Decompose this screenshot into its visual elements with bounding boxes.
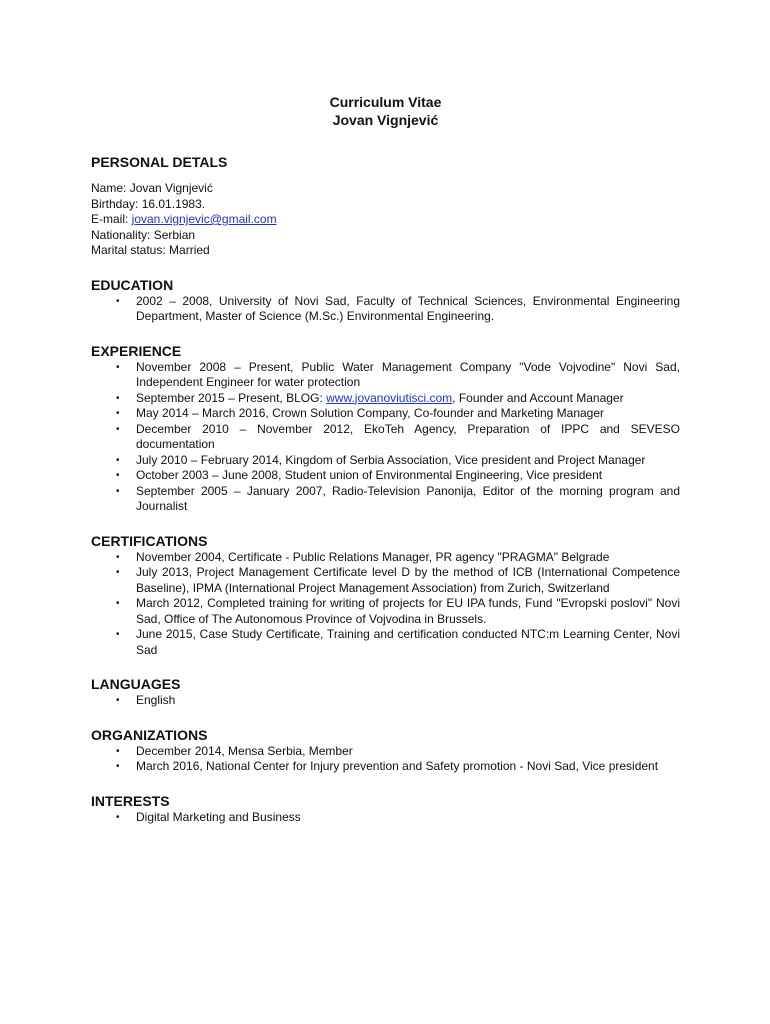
list-item: • July 2010 – February 2014, Kingdom of Serbia Association, Vice president and Project Manager — [116, 452, 646, 467]
email-link[interactable]: jovan.vignjevic@gmail.com — [131, 212, 277, 226]
bullet-icon: • — [116, 695, 120, 706]
detail-marital-status: Marital status: Married — [91, 243, 210, 257]
document-title: Curriculum Vitae — [329, 94, 442, 110]
detail-nationality: Nationality: Serbian — [91, 227, 196, 242]
bullet-icon: • — [116, 551, 120, 563]
bullet-icon: • — [116, 361, 120, 373]
list-item: • October 2003 – June 2008, Student union of Environmental Engineering, Vice president — [116, 468, 603, 482]
list-item: • September 2015 – Present, BLOG: www.jovanoviutisci.com, Founder and Account Manager — [116, 390, 624, 405]
education-list — [91, 294, 680, 325]
blog-link[interactable]: www.jovanoviutisci.com — [326, 390, 453, 405]
bullet-icon: • — [116, 811, 120, 823]
detail-name: Name: Jovan Vignjević — [91, 181, 213, 195]
list-item: • November 2004, Certificate - Public Relations Manager, PR agency "PRAGMA" Belgrade — [116, 549, 610, 564]
interests-heading: INTERESTS — [91, 792, 170, 809]
list-item: • June 2015, Case Study Certificate, Training and certification conducted NTC:m Learning Center, Novi Sad — [116, 627, 680, 657]
bullet-icon: • — [116, 392, 120, 404]
detail-birthday: Birthday: 16.01.1983. — [91, 196, 206, 211]
bullet-icon: • — [116, 761, 120, 772]
bullet-icon: • — [116, 629, 120, 640]
bullet-icon: • — [116, 598, 120, 609]
list-item: • November 2008 – Present, Public Water Management Company "Vode Vojvodine" Novi Sad, Independent Engineer for water protection — [116, 359, 680, 389]
languages-list — [91, 693, 680, 709]
bullet-icon: • — [116, 295, 120, 307]
bullet-icon: • — [116, 745, 120, 757]
list-item: • Digital Marketing and Business — [116, 809, 301, 824]
bullet-icon: • — [116, 567, 120, 578]
certifications-list — [91, 550, 680, 659]
detail-email: E-mail: jovan.vignjevic@gmail.com — [91, 212, 277, 226]
certifications-section — [91, 532, 680, 659]
list-item: • May 2014 – March 2016, Crown Solution Company, Co-founder and Marketing Manager — [116, 406, 605, 420]
interests-list — [91, 810, 680, 826]
list-item: • March 2016, National Center for Injury prevention and Safety promotion - Novi Sad, Vice president — [116, 759, 659, 773]
organizations-heading: ORGANIZATIONS — [91, 726, 208, 743]
list-item: • English — [116, 693, 176, 707]
bullet-icon: • — [116, 470, 120, 481]
organizations-section — [91, 726, 680, 775]
interests-section — [91, 792, 680, 826]
education-heading: EDUCATION — [91, 276, 174, 293]
list-item: • December 2010 – November 2012, EkoTeh Agency, Preparation of IPPC and SEVESO documentation — [116, 421, 680, 451]
organizations-list — [91, 744, 680, 775]
list-item: • September 2005 – January 2007, Radio-Television Panonija, Editor of the morning program and Journalist — [116, 483, 680, 513]
list-item: • March 2012, Completed training for writing of projects for EU IPA funds, Fund "Evropski poslovi" Novi Sad, Office of The Autonomous Province of Vojvodina in Brussels. — [116, 596, 680, 626]
experience-heading: EXPERIENCE — [91, 342, 182, 359]
personal-details — [91, 181, 680, 259]
bullet-icon: • — [116, 408, 120, 419]
languages-heading: LANGUAGES — [91, 676, 181, 692]
list-item: • July 2013, Project Management Certificate level D by the method of ICB (International Competence Baseline), IPMA (International Project Management Association) from Zurich, Switzerland — [116, 565, 680, 595]
bullet-icon: • — [116, 423, 120, 435]
bullet-icon: • — [116, 454, 120, 466]
personal-details-heading: PERSONAL DETALS — [91, 154, 228, 170]
list-item: • 2002 – 2008, University of Novi Sad, Faculty of Technical Sciences, Environmental Engineering Department, Master of Science (M.Sc.) Environmental Engineering. — [116, 293, 680, 323]
certifications-heading: CERTIFICATIONS — [91, 532, 208, 549]
education-section — [91, 276, 680, 325]
experience-section — [91, 342, 680, 515]
document-subtitle-name: Jovan Vignjević — [332, 112, 439, 128]
bullet-icon: • — [116, 485, 120, 497]
experience-list — [91, 360, 680, 515]
languages-section — [91, 675, 680, 709]
list-item: • December 2014, Mensa Serbia, Member — [116, 743, 353, 758]
cv-document — [91, 93, 680, 825]
